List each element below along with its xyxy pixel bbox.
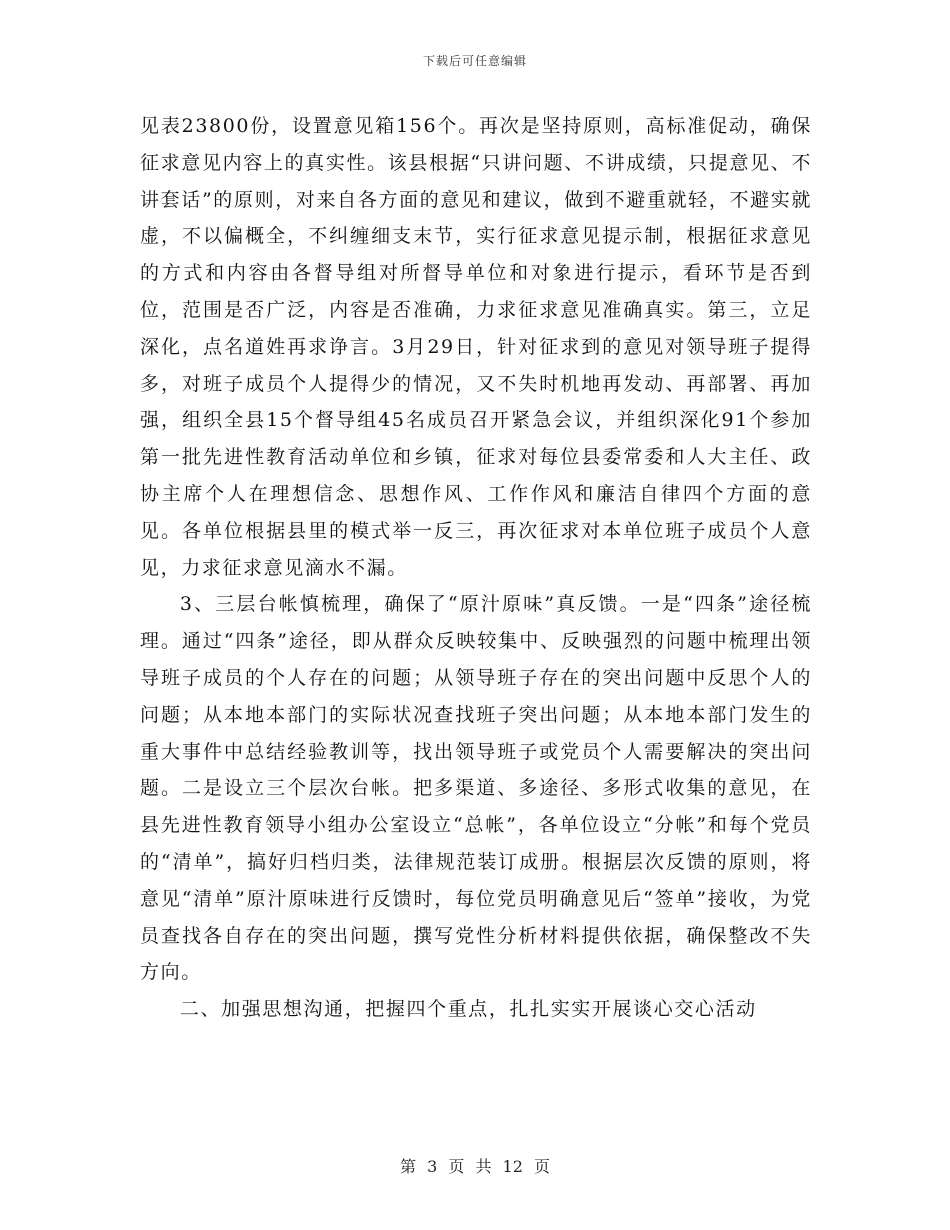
paragraph-section-3: 3、三层台帐慎梳理，确保了“原汁原味”真反馈。一是“四条”途径梳理。通过“四条”途径，即从群众反映较集中、反映强烈的问题中梳理出领导班子成员的个人存在的问题；从领导班子存在的突出问题中反思个人的问题；从本地本部门的实际状况查找班子突出问题；从本地本部门发生的重大事件中总结经验教训等，找出领导班子或党员个人需要解决的突出问题。二是设立三个层次台帐。把多渠道、多途径、多形式收集的意见，在县先进性教育领导小组办公室设立“总帐”，各单位设立“分帐”和每个党员的“清单”，搞好归档归类，法律规范装订成册。根据层次反馈的原则，将意见“清单”原汁原味进行反馈时，每位党员明确意见后“签单”接收，为党员查找各自存在的突出问题，撰写党性分析材料提供依据，确保整改不失方向。	[140, 593, 812, 984]
page-number: 第 3 页 共 12 页	[400, 1157, 550, 1176]
paragraph-continuation: 见表23800份，设置意见箱156个。再次是坚持原则，高标准促动，确保征求意见内容上的真实性。该县根据“只讲问题、不讲成绩，只提意见、不讲套话”的原则，对来自各方面的意见和建议，做到不避重就轻，不避实就虚，不以偏概全，不纠缠细支末节，实行征求意见提示制，根据征求意见的方式和内容由各督导组对所督导单位和对象进行提示，看环节是否到位，范围是否广泛，内容是否准确，力求征求意见准确真实。第三，立足深化，点名道姓再求诤言。3月29日，针对征求到的意见对领导班子提得多，对班子成员个人提得少的情况，又不失时机地再发动、再部署、再加强，组织全县15个督导组45名成员召开紧急会议，并组织深化91个参加第一批先进性教育活动单位和乡镇，征求对每位县委常委和人大主任、政协主席个人在理想信念、思想作风、工作作风和廉洁自律四个方面的意见。各单位根据县里的模式举一反三，再次征求对本单位班子成员个人意见，力求征求意见滴水不漏。	[140, 115, 812, 579]
section-heading-2: 二、加强思想沟通，把握四个重点，扎扎实实开展谈心交心活动	[179, 998, 757, 1021]
page-header: 下载后可任意编辑	[422, 54, 527, 68]
document-body	[140, 108, 812, 1028]
